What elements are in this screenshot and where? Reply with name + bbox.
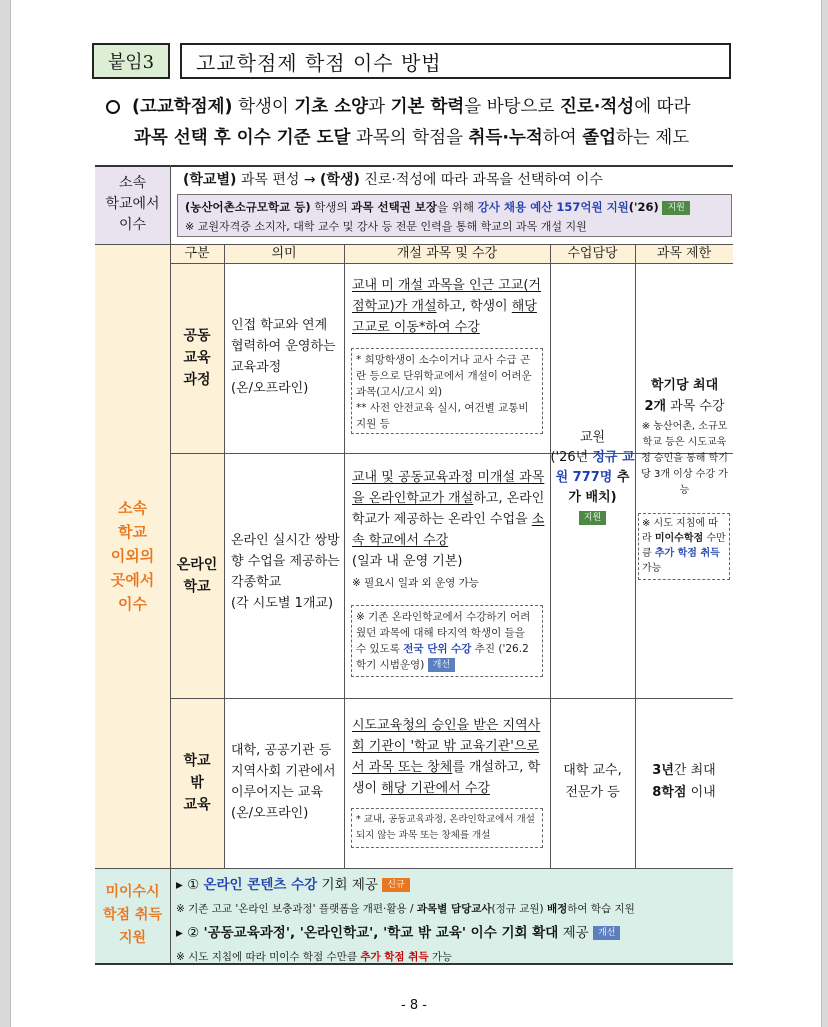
- attachment-tag: 붙임3: [92, 43, 170, 79]
- own-school-line: (학교별) 과목 편성 → (학생) 진로·적성에 따라 과목을 선택하여 이수: [183, 172, 603, 188]
- own-school-head: 소속 학교에서 이수: [105, 175, 160, 233]
- page-title: 고교학점제 학점 이수 방법: [180, 43, 731, 79]
- course-limit-cell: 학기당 최대 2개 과목 수강 ※ 농산어촌, 소규모학교 등은 시도교육청 승인을 통해 학기당 3개 이상 수강 가능: [641, 378, 728, 496]
- support-badge: 지원: [662, 201, 689, 215]
- outside-limit-cell: 3년간 최대 8학점 이내: [652, 763, 716, 800]
- credit-table: [95, 165, 733, 965]
- col-header-meaning: 의미: [271, 246, 297, 261]
- col-header-teacher: 수업담당: [567, 246, 618, 261]
- outside-education-desc: 시도교육청의 승인을 받은 지역사회 기관이 '학교 밖 교육기관'으로서 과목 또는 창체를 개설하고, 학생이 해당 기관에서 수강: [352, 718, 541, 796]
- teacher-cell: 교원 ('26년 정규 교원 777명 추가 배치) 지원: [550, 430, 635, 523]
- col-header-category: 구분: [184, 246, 210, 261]
- credit-support-items: ▸ ① 온라인 콘텐츠 수강 기회 제공 신규 ※ 기존 고교 '온라인 보충과정' 플랫폼을 개편·활용 / 과목별 담당교사(정규 교원) 배정하여 학습 지원 ▸ ② '공동교육과정', '온라인학교', '학교 밖 교육' 이수 기회 확대 제공 개선 ※ 시도 지침에 따라 미이수 학점 수만큼 추가 학점 취득 가능: [176, 877, 635, 963]
- joint-curriculum-label: 공동 교육 과정: [183, 328, 211, 388]
- joint-curriculum-notes: * 희망학생이 소수이거나 교사 수급 곤란 등으로 단위학교에서 개설이 어려운 과목(고시/고시 외) ** 사전 안전교육 실시, 여건별 교통비 지원 등: [351, 348, 543, 434]
- improve-badge-2: 개선: [593, 926, 620, 940]
- outside-school-head: 소속 학교 이외의 곳에서 이수: [110, 499, 155, 613]
- joint-curriculum-meaning: 인접 학교와 연계 협력하여 운영하는 교육과정 (온/오프라인): [231, 318, 336, 396]
- col-header-courses: 개설 과목 및 수강: [396, 246, 498, 261]
- outside-education-label: 학교 밖 교육: [183, 753, 211, 813]
- outside-teacher-cell: 대학 교수, 전문가 등: [563, 763, 622, 800]
- improve-badge: 개선: [428, 658, 455, 672]
- new-badge: 신규: [382, 878, 409, 892]
- online-school-notes: ※ 기존 온라인학교에서 수강하기 어려웠던 과목에 대해 타지역 학생이 들을 수 있도록 전국 단위 수강 추진 ('26.2학기 시범운영) 개선: [351, 605, 543, 677]
- online-school-label: 온라인 학교: [176, 556, 218, 595]
- online-school-desc: 교내 및 공동교육과정 미개설 과목을 온라인학교가 개설하고, 온라인학교가 제공하는 온라인 수업을 소속 학교에서 수강 (일과 내 운영 기본) ※ 필요시 일과 외 운영 가능: [352, 470, 545, 589]
- teacher-support-badge: 지원: [579, 511, 606, 525]
- window-frame-left: [0, 0, 11, 1027]
- window-frame-right: [821, 0, 828, 1027]
- credit-support-head: 미이수시 학점 취득 지원: [103, 884, 162, 946]
- col-header-limit: 과목 제한: [656, 246, 712, 261]
- intro-paragraph: (고교학점제) 학생이 기초 소양과 기본 학력을 바탕으로 진로·적성에 따라 과목 선택 후 이수 기준 도달 과목의 학점을 취득·누적하여 졸업하는 제도: [100, 92, 740, 154]
- joint-curriculum-desc: 교내 미 개설 과목을 인근 고교(거점학교)가 개설하고, 학생이 해당 고교로 이동*하여 수강: [352, 278, 541, 335]
- outside-education-meaning: 대학, 공공기관 등 지역사회 기관에서 이루어지는 교육 (온/오프라인): [231, 743, 336, 821]
- bullet-icon: [106, 100, 120, 114]
- own-school-support-box: (농산어촌소규모학교 등) 학생의 과목 선택권 보장을 위해 강사 채용 예산 157억원 지원('26) 지원 ※ 교원자격증 소지자, 대학 교수 및 강사 등 전문 인력을 통해 학교의 과목 개설 지원: [185, 198, 730, 236]
- page-number: - 8 -: [401, 998, 427, 1013]
- online-school-meaning: 온라인 실시간 쌍방향 수업을 제공하는 각종학교 (각 시도별 1개교): [231, 533, 340, 611]
- extra-credit-note: ※ 시도 지침에 따라 미이수학점 수만큼 추가 학점 취득 가능: [638, 513, 730, 580]
- outside-education-notes: * 교내, 공동교육과정, 온라인학교에서 개설되지 않는 과목 또는 창체를 개설: [351, 808, 543, 848]
